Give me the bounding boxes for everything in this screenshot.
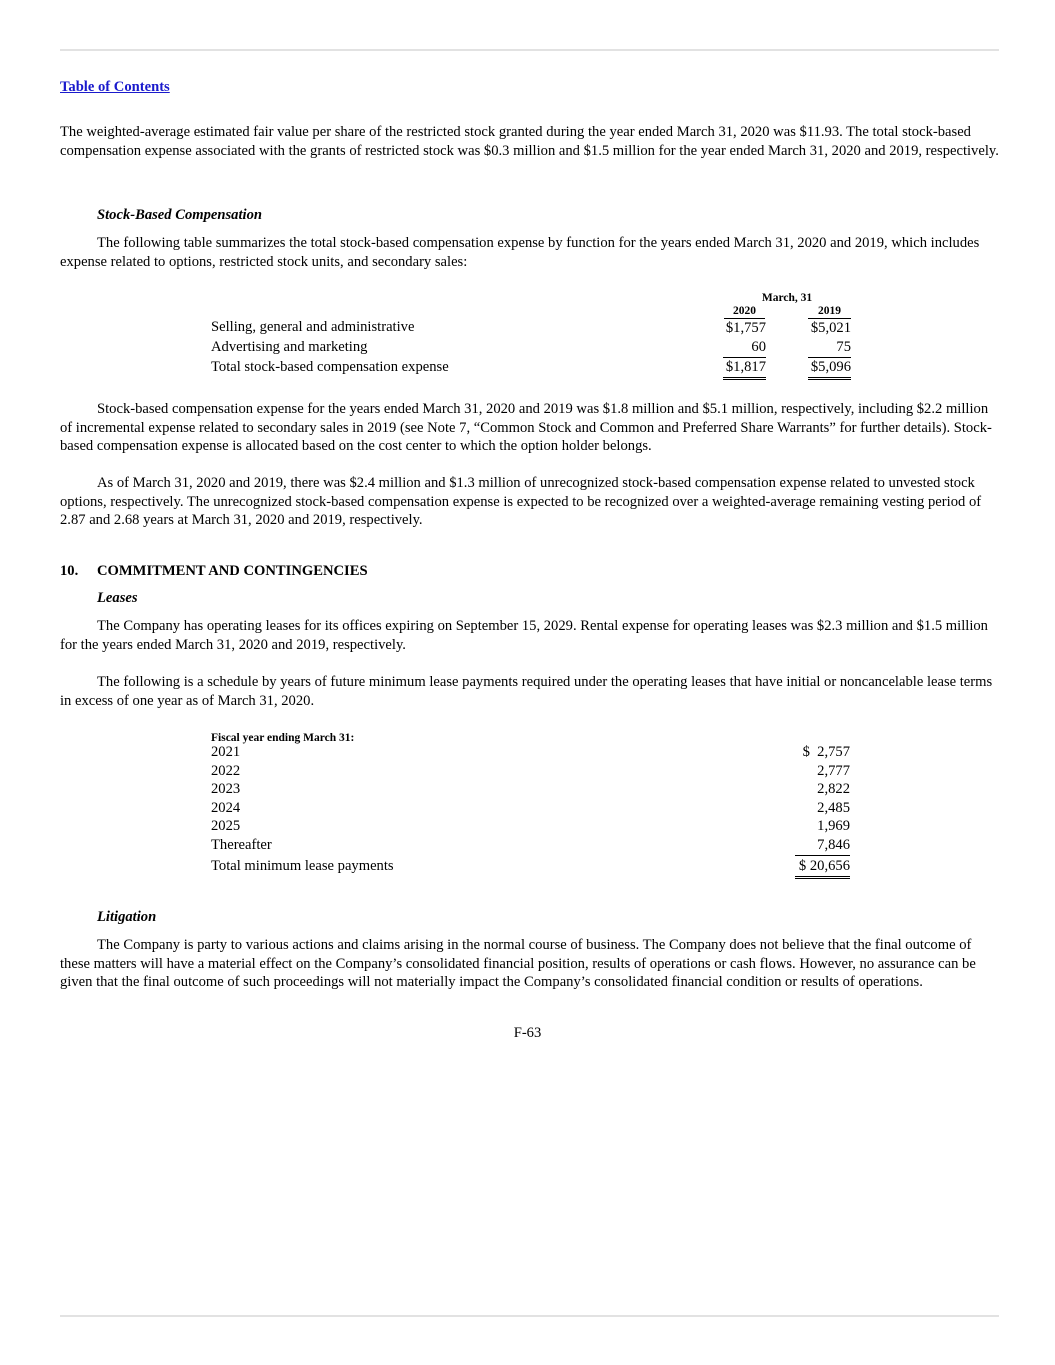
row-value: 2,822 <box>817 781 850 797</box>
page-number: F-63 <box>513 1025 542 1041</box>
table-row: 2023 <box>211 781 241 797</box>
row-label: Advertising and marketing <box>211 339 368 355</box>
row-value-2019: $5,021 <box>810 320 851 336</box>
period-header: March, 31 <box>761 292 813 304</box>
table-row: Thereafter <box>211 837 272 853</box>
table-row <box>211 318 414 337</box>
sbc-intro-paragraph: The following table summarizes the total stock-based compensation expense by function for the years ended March 31, 2020 and 2019, which includes expense related to options, restricted stock units, and secondary sales: <box>60 235 980 270</box>
row-value: 1,969 <box>817 818 850 834</box>
table-of-contents-link[interactable]: Table of Contents <box>60 79 170 95</box>
column-header-2019: 2019 <box>808 304 851 319</box>
row-label: Selling, general and administrative <box>211 319 415 335</box>
table-row: 2021 <box>211 744 241 760</box>
leases-heading: Leases <box>97 590 138 606</box>
table-row: 2025 <box>211 818 241 834</box>
row-value: 2,777 <box>817 763 850 779</box>
lease-schedule-intro-paragraph: The following is a schedule by years of future minimum lease payments required under the operating leases that have initial or noncancelable lease terms in excess of one year as of March 31, 2020. <box>60 674 993 709</box>
table-row: 2022 <box>211 763 241 779</box>
row-value-2020: 60 <box>723 338 766 358</box>
column-header-2020: 2020 <box>724 304 765 319</box>
total-row <box>211 358 449 377</box>
row-value: $ 2,757 <box>802 744 850 760</box>
row-value-2020: $1,757 <box>725 320 766 336</box>
leases-paragraph: The Company has operating leases for its offices expiring on September 15, 2029. Rental expense for operating leases was $2.3 million and $1.5 million for the years ended March 31, 2020 and 2019, respectively. <box>60 618 988 653</box>
total-label: Total stock-based compensation expense <box>211 359 449 375</box>
row-value: 2,485 <box>817 800 850 816</box>
litigation-heading: Litigation <box>97 909 157 925</box>
table-row <box>211 338 367 357</box>
total-value: $ 20,656 <box>795 857 850 879</box>
total-value-2020: $1,817 <box>723 358 766 380</box>
row-value-2019: 75 <box>808 338 851 358</box>
section-number: 10. <box>60 563 79 579</box>
lease-table-header: Fiscal year ending March 31: <box>211 732 355 744</box>
top-divider <box>60 49 999 51</box>
restricted-stock-paragraph: The weighted-average estimated fair value per share of the restricted stock granted during the year ended March 31, 2020 was $11.93. The total stock-based compensation expense associated with the grants of restricted stock was $0.3 million and $1.5 million for the year ended March 31, 2020 and 2019, respectively. <box>60 124 999 159</box>
total-row: Total minimum lease payments <box>211 858 394 874</box>
sbc-expense-paragraph: Stock-based compensation expense for the years ended March 31, 2020 and 2019 was $1.8 million and $5.1 million, respectively, including $2.2 million of incremental expense related to secondary sales in 2019 (see Note 7, “Common Stock and Common and Preferred Share Warrants” for further details). Stock-based compensation expense is allocated based on the cost center to which the option holder belongs. <box>60 401 992 455</box>
unrecognized-expense-paragraph: As of March 31, 2020 and 2019, there was $2.4 million and $1.3 million of unrecognized stock-based compensation expense related to unvested stock options, respectively. The unrecognized stock-based compensation expense is expected to be recognized over a weighted-average remaining vesting period of 2.87 and 2.68 years at March 31, 2020 and 2019, respectively. <box>60 475 982 529</box>
table-row: 2024 <box>211 800 241 816</box>
total-value-2019: $5,096 <box>808 358 851 380</box>
section-heading <box>60 562 368 581</box>
row-value: 7,846 <box>795 836 850 856</box>
section-title: COMMITMENT AND CONTINGENCIES <box>97 563 368 579</box>
bottom-divider <box>60 1315 999 1317</box>
litigation-paragraph: The Company is party to various actions and claims arising in the normal course of business. The Company does not believe that the final outcome of these matters will have a material effect on the Company’s consolidated financial position, results of operations or cash flows. However, no assurance can be given that the final outcome of such proceedings will not materially impact the Company’s consolidated financial condition or results of operations. <box>60 937 976 991</box>
stock-based-compensation-heading: Stock-Based Compensation <box>97 207 263 223</box>
